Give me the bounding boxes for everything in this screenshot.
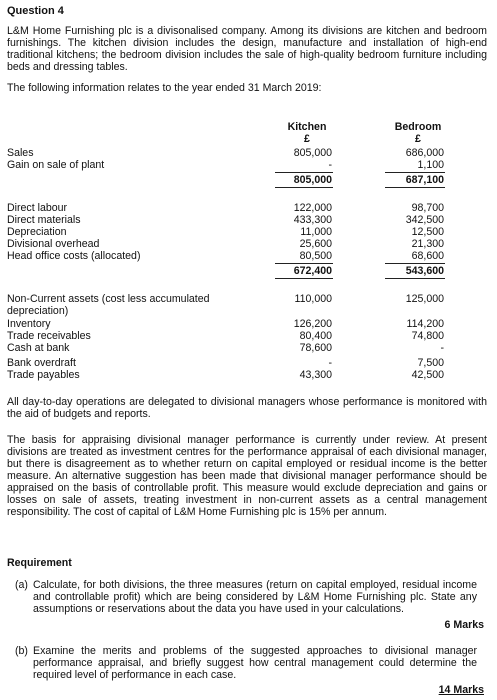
table-row: Direct labour 122,000 98,700 [7, 202, 444, 214]
rule-line [385, 278, 445, 279]
operations-paragraph: All day-to-day operations are delegated to divisional managers whose performance is monitored with the aid of budgets and reports. [7, 396, 487, 420]
table-row: Divisional overhead 25,600 21,300 [7, 238, 444, 250]
rule-line [385, 187, 445, 188]
question-page [7, 5, 487, 94]
bedroom-header: Bedroom [394, 121, 442, 133]
table-row: Sales 805,000 686,000 [7, 147, 444, 159]
kitchen-currency: £ [304, 133, 310, 145]
requirement-b-text: Examine the merits and problems of the suggested approaches to divisional manager performance appraisal, and briefly suggest how central management could determine the required level of performance in each case. [33, 645, 477, 681]
requirement-a [15, 579, 477, 615]
bedroom-currency: £ [415, 133, 421, 145]
table-row: Direct materials 433,300 342,500 [7, 214, 444, 226]
requirement-a-tag: (a) [15, 579, 28, 591]
rule-line [275, 187, 333, 188]
basis-paragraph: The basis for appraising divisional manager performance is currently under review. At present divisions are treated as investment centres for the performance appraisal of each divisional manager, but there is disagreement as to whether return on capital employed or residual income is the better measure. An alternative suggestion has been made that divisional manager performance should be appraised on the basis of controllable profit. This measure would exclude depreciation and gains or losses on sale of assets, treating investment in non-current assets as a central management responsibility. The cost of capital of L&M Home Furnishing plc is 15% per annum. [7, 434, 487, 518]
table-row: Non-Current assets (cost less accumulated 110,000 125,000 [7, 293, 444, 305]
table-row: Head office costs (allocated) 80,500 68,600 [7, 250, 444, 262]
question-title: Question 4 [7, 5, 64, 17]
requirement-a-marks: 6 Marks [444, 619, 484, 631]
requirement-b [15, 645, 477, 681]
table-row: Trade payables 43,300 42,500 [7, 369, 444, 381]
subtotal-row: 805,000 687,100 [293, 174, 444, 186]
requirement-a-text: Calculate, for both divisions, the three measures (return on capital employed, residual income and controllable profit) which are being considered by L&M Home Furnishing plc. State any assumptions or reservations about the data you have used in your calculations. [33, 579, 477, 615]
table-row: Cash at bank 78,600 - [7, 342, 444, 354]
requirement-b-marks: 14 Marks [438, 684, 484, 696]
rule-line [385, 172, 445, 173]
requirement-b-tag: (b) [15, 645, 28, 657]
rule-line [275, 278, 333, 279]
requirement-title: Requirement [7, 557, 72, 569]
year-line: The following information relates to the year ended 31 March 2019: [7, 82, 322, 94]
subtotal-row: 672,400 543,600 [293, 265, 444, 277]
rule-line [275, 172, 333, 173]
intro-paragraph: L&M Home Furnishing plc is a divisonalised company. Among its divisions are kitchen and bedroom furnishings. The kitchen division includes the design, manufacture and installation of high-end traditional kitchens; the bedroom division includes the sale of high-quality bedroom furniture including beds and dressing tables. [7, 25, 487, 73]
table-row: Bank overdraft - 7,500 [7, 357, 444, 369]
kitchen-header: Kitchen [287, 121, 327, 133]
rule-line [385, 263, 445, 264]
table-row: Depreciation 11,000 12,500 [7, 226, 444, 238]
table-row: Gain on sale of plant - 1,100 [7, 159, 444, 171]
table-row: Trade receivables 80,400 74,800 [7, 330, 444, 342]
table-row: depreciation) [7, 305, 69, 317]
table-row: Inventory 126,200 114,200 [7, 318, 444, 330]
rule-line [275, 263, 333, 264]
